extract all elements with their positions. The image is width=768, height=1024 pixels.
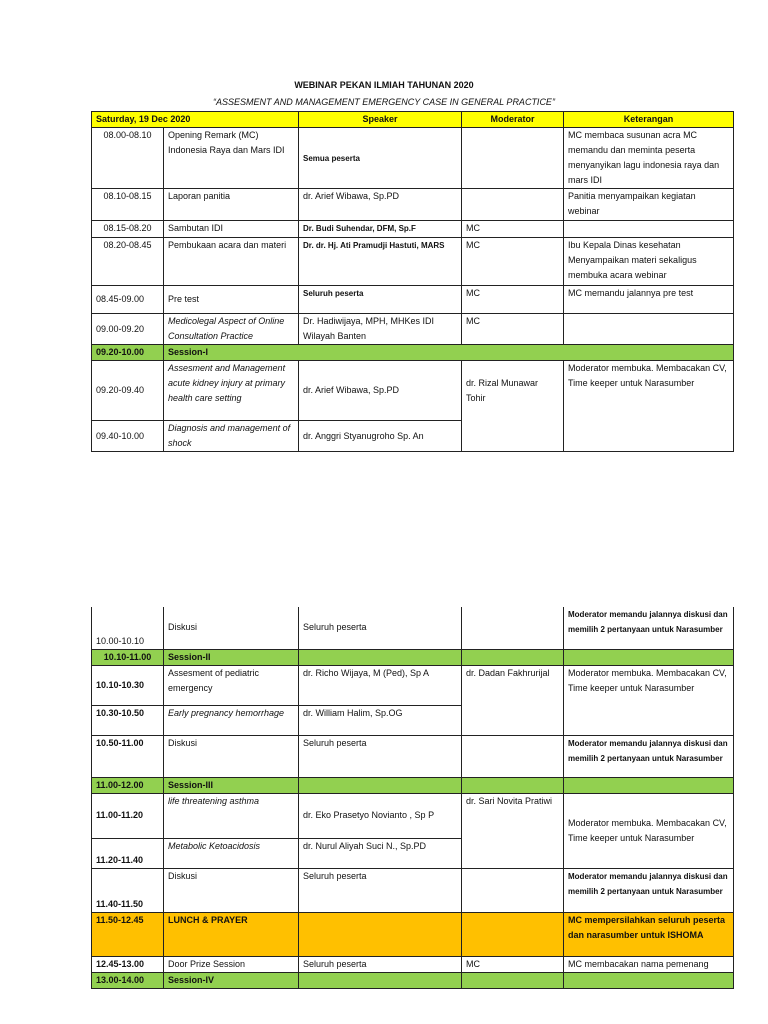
time-cell: 09.20-09.40 [92,361,164,421]
table-row [92,665,734,705]
speaker-cell: dr. Arief Wibawa, Sp.PD [299,189,462,221]
note-cell: Ibu Kepala Dinas kesehatan Menyampaikan materi sekaligus membuka acara webinar [564,238,734,286]
note-cell: MC membaca susunan acra MC memandu dan meminta peserta menyanyikan lagu indonesia raya dan mars IDI [564,128,734,189]
moderator-cell: MC [462,286,564,314]
time-cell: 09.00-09.20 [92,314,164,345]
moderator-cell [462,189,564,221]
note-cell [564,314,734,345]
table-row [92,793,734,838]
header-keterangan: Keterangan [564,112,734,128]
activity-cell: Pre test [164,286,299,314]
activity-cell: Door Prize Session [164,956,299,972]
table-row [92,314,734,345]
table-header-row [92,112,734,128]
session-label: Session-I [164,345,734,361]
activity-cell: Pembukaan acara dan materi [164,238,299,286]
table-row [92,286,734,314]
session-time: 13.00-14.00 [92,972,164,988]
speaker-cell: dr. Eko Prasetyo Novianto , Sp P [299,793,462,838]
speaker-cell: dr. William Halim, Sp.OG [299,705,462,735]
note-cell: Panitia menyampaikan kegiatan webinar [564,189,734,221]
table-row [92,238,734,286]
activity-cell: Sambutan IDI [164,221,299,238]
document-title: WEBINAR PEKAN ILMIAH TAHUNAN 2020 [294,80,474,90]
moderator-cell: dr. Sari Novita Pratiwi [462,793,564,868]
time-cell: 08.15-08.20 [92,221,164,238]
session-row [92,345,734,361]
speaker-cell: dr. Richo Wijaya, M (Ped), Sp A [299,665,462,705]
lunch-row [92,912,734,956]
header-date: Saturday, 19 Dec 2020 [92,112,299,128]
speaker-cell: Dr. dr. Hj. Ati Pramudji Hastuti, MARS [299,238,462,286]
time-cell: 10.30-10.50 [92,705,164,735]
note-cell: Moderator membuka. Membacakan CV, Time keeper untuk Narasumber [564,361,734,452]
activity-cell: LUNCH & PRAYER [164,912,299,956]
session-row [92,649,734,665]
speaker-cell: Seluruh peserta [299,868,462,912]
activity-cell: Metabolic Ketoacidosis [164,838,299,868]
speaker-cell: Dr. Budi Suhendar, DFM, Sp.F [299,221,462,238]
session-label: Session-III [164,777,299,793]
activity-cell: Opening Remark (MC) Indonesia Raya dan Mars IDI [164,128,299,189]
activity-cell: Assesment of pediatric emergency [164,665,299,705]
table-row [92,361,734,421]
speaker-cell: dr. Arief Wibawa, Sp.PD [299,361,462,421]
table-row [92,956,734,972]
activity-cell: Diskusi [164,607,299,649]
activity-cell: Assesment and Management acute kidney injury at primary health care setting [164,361,299,421]
session-time: 09.20-10.00 [92,345,164,361]
moderator-cell [462,128,564,189]
session-label: Session-II [164,649,299,665]
speaker-cell: Seluruh peserta [299,286,462,314]
note-cell: Moderator memandu jalannya diskusi dan memilih 2 pertanyaan untuk Narasumber [564,607,734,649]
note-cell: MC mempersilahkan seluruh peserta dan narasumber untuk ISHOMA [564,912,734,956]
activity-cell: life threatening asthma [164,793,299,838]
moderator-cell [462,607,564,649]
activity-cell: Early pregnancy hemorrhage [164,705,299,735]
activity-cell: Diskusi [164,735,299,777]
activity-cell: Diagnosis and management of shock [164,421,299,452]
session-row [92,777,734,793]
moderator-cell: dr. Rizal Munawar Tohir [462,361,564,452]
activity-cell: Diskusi [164,868,299,912]
session-time: 11.00-12.00 [92,777,164,793]
schedule-table-2 [91,607,734,989]
note-cell [564,221,734,238]
time-cell: 09.40-10.00 [92,421,164,452]
time-cell: 10.00-10.10 [92,607,164,649]
table-row [92,221,734,238]
speaker-cell: Seluruh peserta [299,956,462,972]
note-cell: Moderator membuka. Membacakan CV, Time keeper untuk Narasumber [564,665,734,735]
moderator-cell [462,868,564,912]
time-cell: 08.00-08.10 [92,128,164,189]
speaker-cell: Dr. Hadiwijaya, MPH, MHKes IDI Wilayah Banten [299,314,462,345]
speaker-cell: Semua peserta [299,128,462,189]
note-cell: Moderator memandu jalannya diskusi dan memilih 2 pertanyaan untuk Narasumber [564,735,734,777]
time-cell: 10.50-11.00 [92,735,164,777]
speaker-cell: dr. Anggri Styanugroho Sp. An [299,421,462,452]
time-cell: 11.00-11.20 [92,793,164,838]
document-subtitle: “ASSESMENT AND MANAGEMENT EMERGENCY CASE IN GENERAL PRACTICE” [213,97,555,107]
speaker-cell: dr. Nurul Aliyah Suci N., Sp.PD [299,838,462,868]
speaker-cell: Seluruh peserta [299,607,462,649]
time-cell: 08.10-08.15 [92,189,164,221]
activity-cell: Laporan panitia [164,189,299,221]
moderator-cell: MC [462,956,564,972]
time-cell: 12.45-13.00 [92,956,164,972]
moderator-cell: MC [462,221,564,238]
header-moderator: Moderator [462,112,564,128]
note-cell: Moderator memandu jalannya diskusi dan memilih 2 pertanyaan untuk Narasumber [564,868,734,912]
moderator-cell: MC [462,238,564,286]
time-cell: 10.10-10.30 [92,665,164,705]
table-row [92,735,734,777]
note-cell: Moderator membuka. Membacakan CV, Time keeper untuk Narasumber [564,793,734,868]
session-row [92,972,734,988]
time-cell: 08.45-09.00 [92,286,164,314]
moderator-cell: dr. Dadan Fakhrurijal [462,665,564,735]
table-row [92,189,734,221]
time-cell: 08.20-08.45 [92,238,164,286]
schedule-table-1 [91,111,734,452]
time-cell: 11.40-11.50 [92,868,164,912]
time-cell: 11.50-12.45 [92,912,164,956]
table-row [92,607,734,649]
session-time: 10.10-11.00 [92,649,164,665]
activity-cell: Medicolegal Aspect of Online Consultation Practice [164,314,299,345]
time-cell: 11.20-11.40 [92,838,164,868]
moderator-cell: MC [462,314,564,345]
session-label: Session-IV [164,972,299,988]
moderator-cell [462,735,564,777]
table-row [92,868,734,912]
note-cell: MC membacakan nama pemenang [564,956,734,972]
header-speaker: Speaker [299,112,462,128]
note-cell: MC memandu jalannya pre test [564,286,734,314]
table-row [92,128,734,189]
speaker-cell: Seluruh peserta [299,735,462,777]
